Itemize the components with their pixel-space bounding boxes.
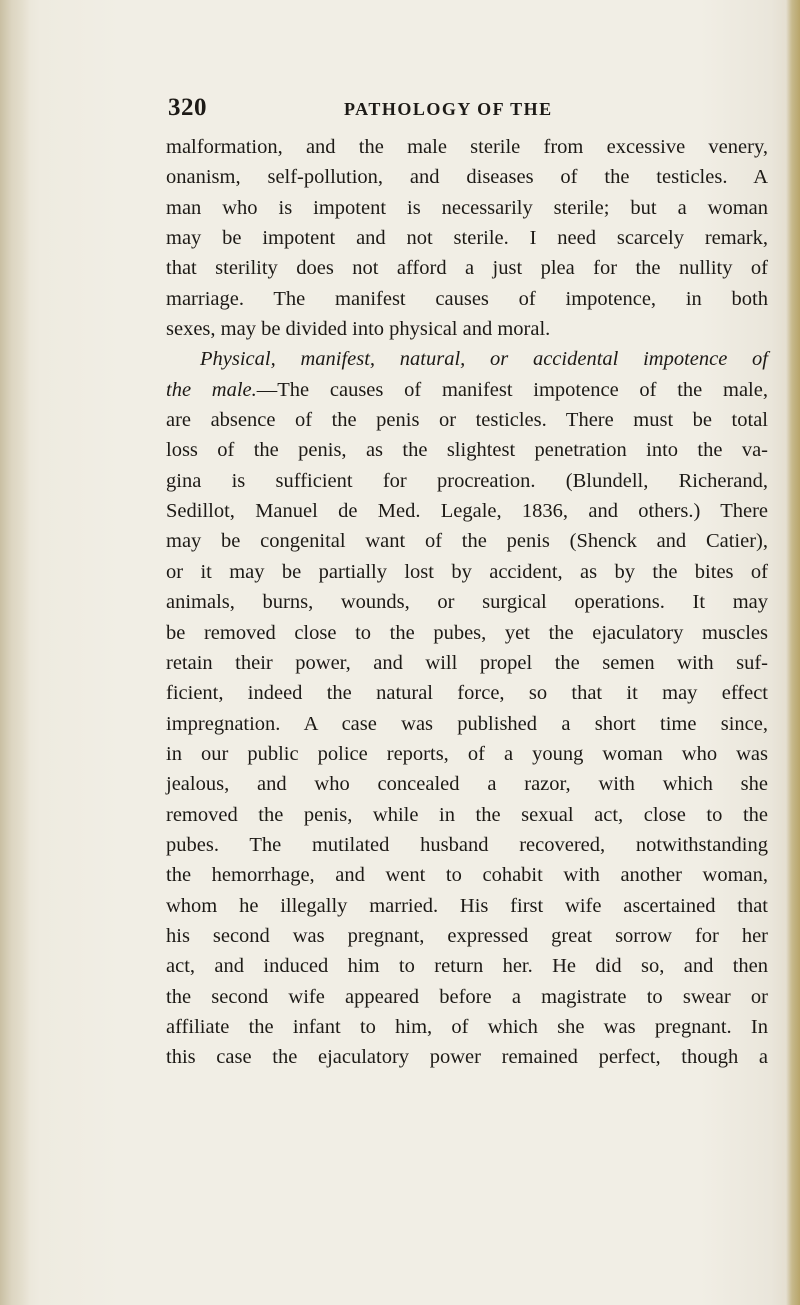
text-line: marriage. The manifest causes of impotence, in both [166,287,768,310]
text-line: may be congenital want of the penis (Shenck and Catier), [166,530,768,553]
text-line: the second wife appeared before a magistrate to swear or [166,985,768,1008]
text-line: removed the penis, while in the sexual act, close to the [166,803,768,826]
text-line: this case the ejaculatory power remained perfect, though a [166,1046,768,1069]
text-line: the hemorrhage, and went to cohabit with another woman, [166,864,768,887]
text-line: gina is sufficient for procreation. (Blundell, Richerand, [166,469,768,492]
page-number: 320 [168,94,207,121]
page-edge [786,0,800,1305]
text-line: Sedillot, Manuel de Med. Legale, 1836, and others.) There [166,500,768,523]
text-line: impregnation. A case was published a short time since, [166,712,768,735]
text-line: act, and induced him to return her. He did so, and then [166,955,768,978]
page-header [168,94,768,126]
text-line: the male.—The causes of manifest impotence of the male, [166,378,768,401]
text-line: animals, burns, wounds, or surgical operations. It may [166,591,768,614]
text-line: sexes, may be divided into physical and moral. [166,318,551,341]
text-line: are absence of the penis or testicles. There must be total [166,409,768,432]
page-gutter-shadow [0,0,30,1305]
text-line: affiliate the infant to him, of which she was pregnant. In [166,1015,768,1038]
text-line: jealous, and who concealed a razor, with which she [166,773,768,796]
text-line: pubes. The mutilated husband recovered, notwithstanding [166,833,768,856]
text-line: retain their power, and will propel the semen with suf- [166,651,768,674]
section-heading-line [166,344,768,374]
text-line: malformation, and the male sterile from excessive venery, [166,136,768,158]
body-text [166,132,768,1073]
section-heading: Physical, manifest, natural, or accidental impotence of [200,348,768,371]
text-line: man who is impotent is necessarily sterile; but a woman [166,196,768,219]
running-head: PATHOLOGY OF THE [344,99,553,119]
text-line: ficient, indeed the natural force, so that it may effect [166,682,768,705]
text-line: be removed close to the pubes, yet the ejaculatory muscles [166,621,768,644]
section-heading-end: the male. [166,378,257,401]
text-line: may be impotent and not sterile. I need scarcely remark, [166,227,768,250]
text-line: his second was pregnant, expressed great sorrow for her [166,924,768,947]
text-line: in our public police reports, of a young woman who was [166,742,768,765]
text-line: that sterility does not afford a just plea for the nullity of [166,257,768,280]
text-line: loss of the penis, as the slightest penetration into the va- [166,439,768,462]
text-line: or it may be partially lost by accident, as by the bites of [166,560,768,583]
text-line: onanism, self-pollution, and diseases of the testicles. A [166,166,768,189]
text-line: whom he illegally married. His first wife ascertained that [166,894,768,917]
